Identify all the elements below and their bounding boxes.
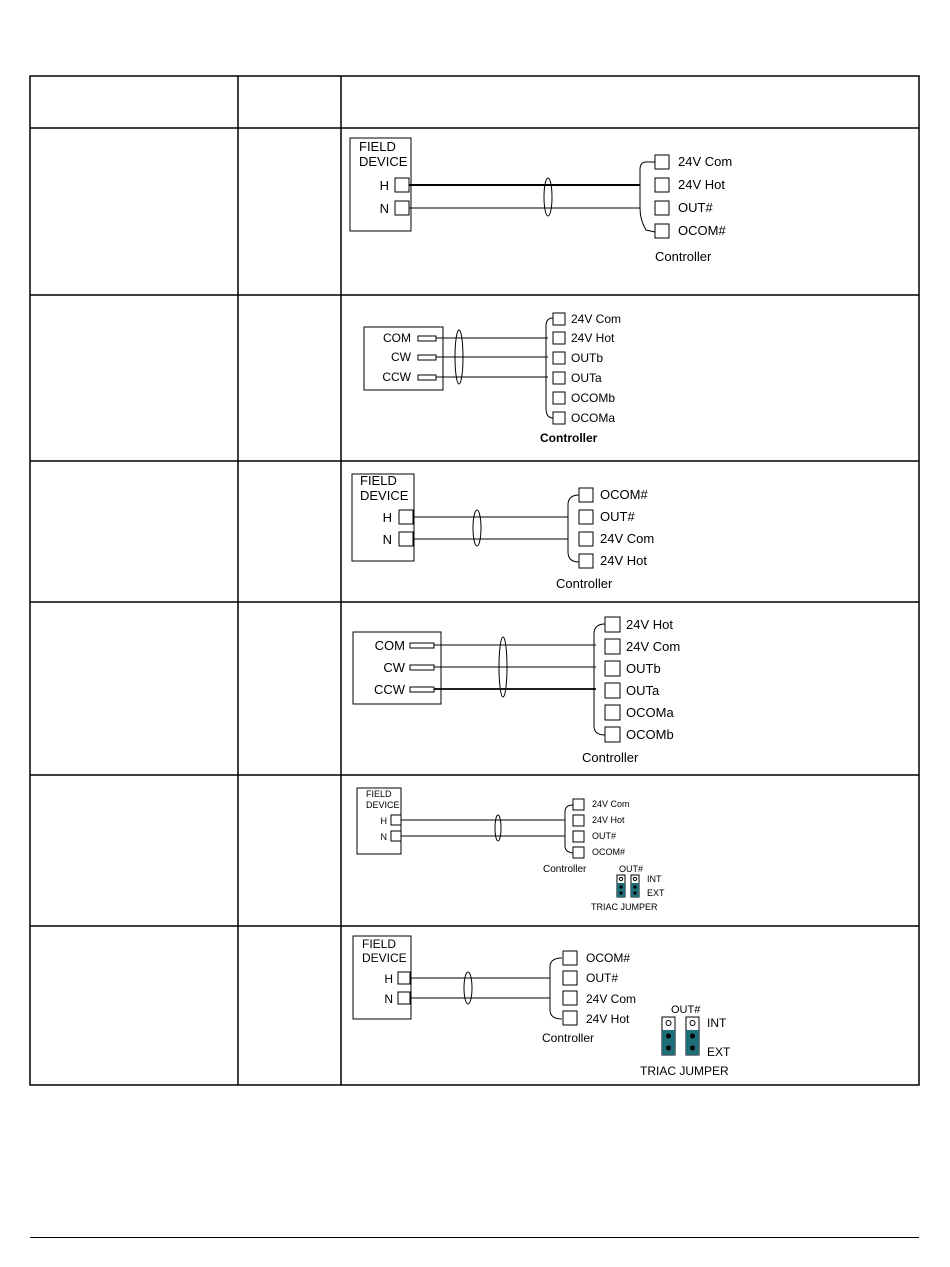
device-title-1: FIELD [359,139,396,154]
jumper-shunt [631,883,639,897]
controller-terminal-label: 24V Com [678,154,733,169]
controller-terminal [655,178,669,192]
jumper-pin [690,1034,695,1039]
table-grid [30,76,919,1085]
controller-terminal [573,799,584,810]
controller-label: Controller [556,576,613,591]
device-terminal-label: CCW [382,370,411,384]
controller-terminal-label: OUT# [592,831,617,841]
controller-terminal-label: 24V Com [626,639,681,654]
controller-terminal [553,313,565,325]
controller-terminal [579,488,593,502]
controller-terminal-label: OUTa [626,683,660,698]
device-terminal [398,972,410,984]
device-terminal-label: CCW [373,682,405,697]
device-terminal [418,355,436,360]
controller-terminal [553,392,565,404]
controller-terminal [553,412,565,424]
device-terminal-label: COM [383,331,411,345]
device-title-2: DEVICE [360,488,409,503]
controller-terminal-label: 24V Hot [600,553,647,568]
controller-terminal [579,532,593,546]
controller-terminal-label: OUTb [571,351,604,365]
controller-terminal [605,639,620,654]
jumper-shunt [617,883,625,897]
controller-terminal [563,1011,577,1025]
controller-terminal-label: OCOM# [586,951,631,965]
jumper-pin [633,891,636,894]
controller-terminal-label: OUT# [586,971,619,985]
device-terminal [418,336,436,341]
device-title-2: DEVICE [366,800,400,810]
controller-terminal [553,332,565,344]
cable-bundle [464,972,472,1004]
jumper-caption: TRIAC JUMPER [591,902,658,912]
cable-bundle [544,178,552,216]
controller-terminal [605,617,620,632]
controller-terminal [563,971,577,985]
device-terminal [398,992,410,1004]
wiring-diagram-row-4 [353,617,620,742]
device-terminal [391,815,401,825]
device-terminal [395,201,409,215]
device-terminal [399,532,413,546]
controller-terminal-label: OCOMa [626,705,674,720]
controller-terminal-label: OUT# [600,509,635,524]
device-title-2: DEVICE [359,154,408,169]
device-terminal-label: CW [391,350,411,364]
jumper-pin [619,885,622,888]
controller-terminal-label: OCOM# [600,487,648,502]
controller-terminal [655,155,669,169]
controller-terminal-label: 24V Com [592,799,630,809]
triac-jumper-row-5 [617,875,639,897]
device-terminal [410,643,434,648]
controller-terminal-label: 24V Com [571,312,622,326]
controller-bus [546,318,553,418]
controller-terminal [655,224,669,238]
controller-terminal-label: OUT# [678,200,713,215]
jumper-ext-label: EXT [707,1045,731,1059]
jumper-int-label: INT [647,874,662,884]
device-terminal [410,687,434,692]
device-terminal-label: COM [374,638,405,653]
device-terminal-label: H [379,178,389,193]
controller-bus [565,805,573,853]
jumper-pin [633,885,636,888]
controller-terminal [553,352,565,364]
wiring-diagram-row-1 [350,138,669,238]
controller-terminal-label: 24V Hot [586,1012,630,1026]
controller-terminal [573,847,584,858]
device-title-1: FIELD [360,473,397,488]
device-terminal [399,510,413,524]
controller-bus [550,958,562,1019]
device-terminal [418,375,436,380]
controller-terminal [563,991,577,1005]
controller-terminal [605,727,620,742]
device-terminal-label: N [379,201,389,216]
controller-terminal [573,831,584,842]
device-terminal [395,178,409,192]
triac-jumper-row-6 [662,1017,699,1055]
controller-label: Controller [582,750,639,765]
device-terminal-label: N [382,532,392,547]
controller-terminal-label: 24V Hot [592,815,625,825]
jumper-int-label: INT [707,1016,727,1030]
row-4-labels [374,617,680,765]
device-title-2: DEVICE [362,951,407,965]
controller-terminal-label: OUTa [571,371,602,385]
controller-label: Controller [655,249,712,264]
controller-terminal-label: 24V Com [586,992,637,1006]
device-terminal-label: H [384,972,393,986]
controller-terminal-label: OCOM# [592,847,626,857]
device-terminal [410,665,434,670]
device-terminal-label: H [382,510,392,525]
controller-bus [640,162,655,232]
wiring-diagram-row-2 [364,313,565,424]
footer-rule [30,1237,919,1238]
jumper-pin [690,1046,695,1051]
row-6-labels [362,937,731,1078]
controller-label: Controller [543,864,587,875]
jumper-caption: TRIAC JUMPER [640,1064,729,1078]
controller-label: Controller [540,431,598,445]
table-border [30,76,919,1085]
controller-bus [594,624,605,735]
controller-terminal [553,372,565,384]
jumper-ext-label: EXT [647,888,665,898]
jumper-pin [666,1046,671,1051]
controller-label: Controller [542,1031,595,1045]
controller-terminal-label: 24V Com [600,531,655,546]
device-terminal-label: N [384,992,393,1006]
controller-terminal-label: OCOMb [626,727,674,742]
jumper-title: OUT# [671,1004,701,1016]
row-1-labels [359,139,732,264]
controller-terminal [605,683,620,698]
controller-terminal [579,510,593,524]
cable-bundle [495,815,501,841]
device-terminal-label: N [380,832,387,842]
controller-terminal-label: 24V Hot [571,331,615,345]
controller-terminal-label: OCOM# [678,223,726,238]
controller-terminal [605,705,620,720]
device-title-1: FIELD [362,937,397,951]
controller-terminal-label: 24V Hot [678,177,725,192]
device-title-1: FIELD [366,789,392,799]
controller-terminal-label: OCOMa [571,411,616,425]
controller-terminal-label: OCOMb [571,391,616,405]
cable-bundle [473,510,481,546]
device-terminal-label: CW [383,660,405,675]
controller-terminal [563,951,577,965]
jumper-pin [666,1034,671,1039]
device-terminal [391,831,401,841]
controller-terminal-label: OUTb [626,661,661,676]
controller-terminal [655,201,669,215]
controller-terminal [573,815,584,826]
device-terminal-label: H [380,816,387,826]
controller-terminal [605,661,620,676]
jumper-title: OUT# [619,864,644,874]
controller-terminal-label: 24V Hot [626,617,673,632]
jumper-pin [619,891,622,894]
controller-bus [568,495,579,562]
controller-terminal [579,554,593,568]
